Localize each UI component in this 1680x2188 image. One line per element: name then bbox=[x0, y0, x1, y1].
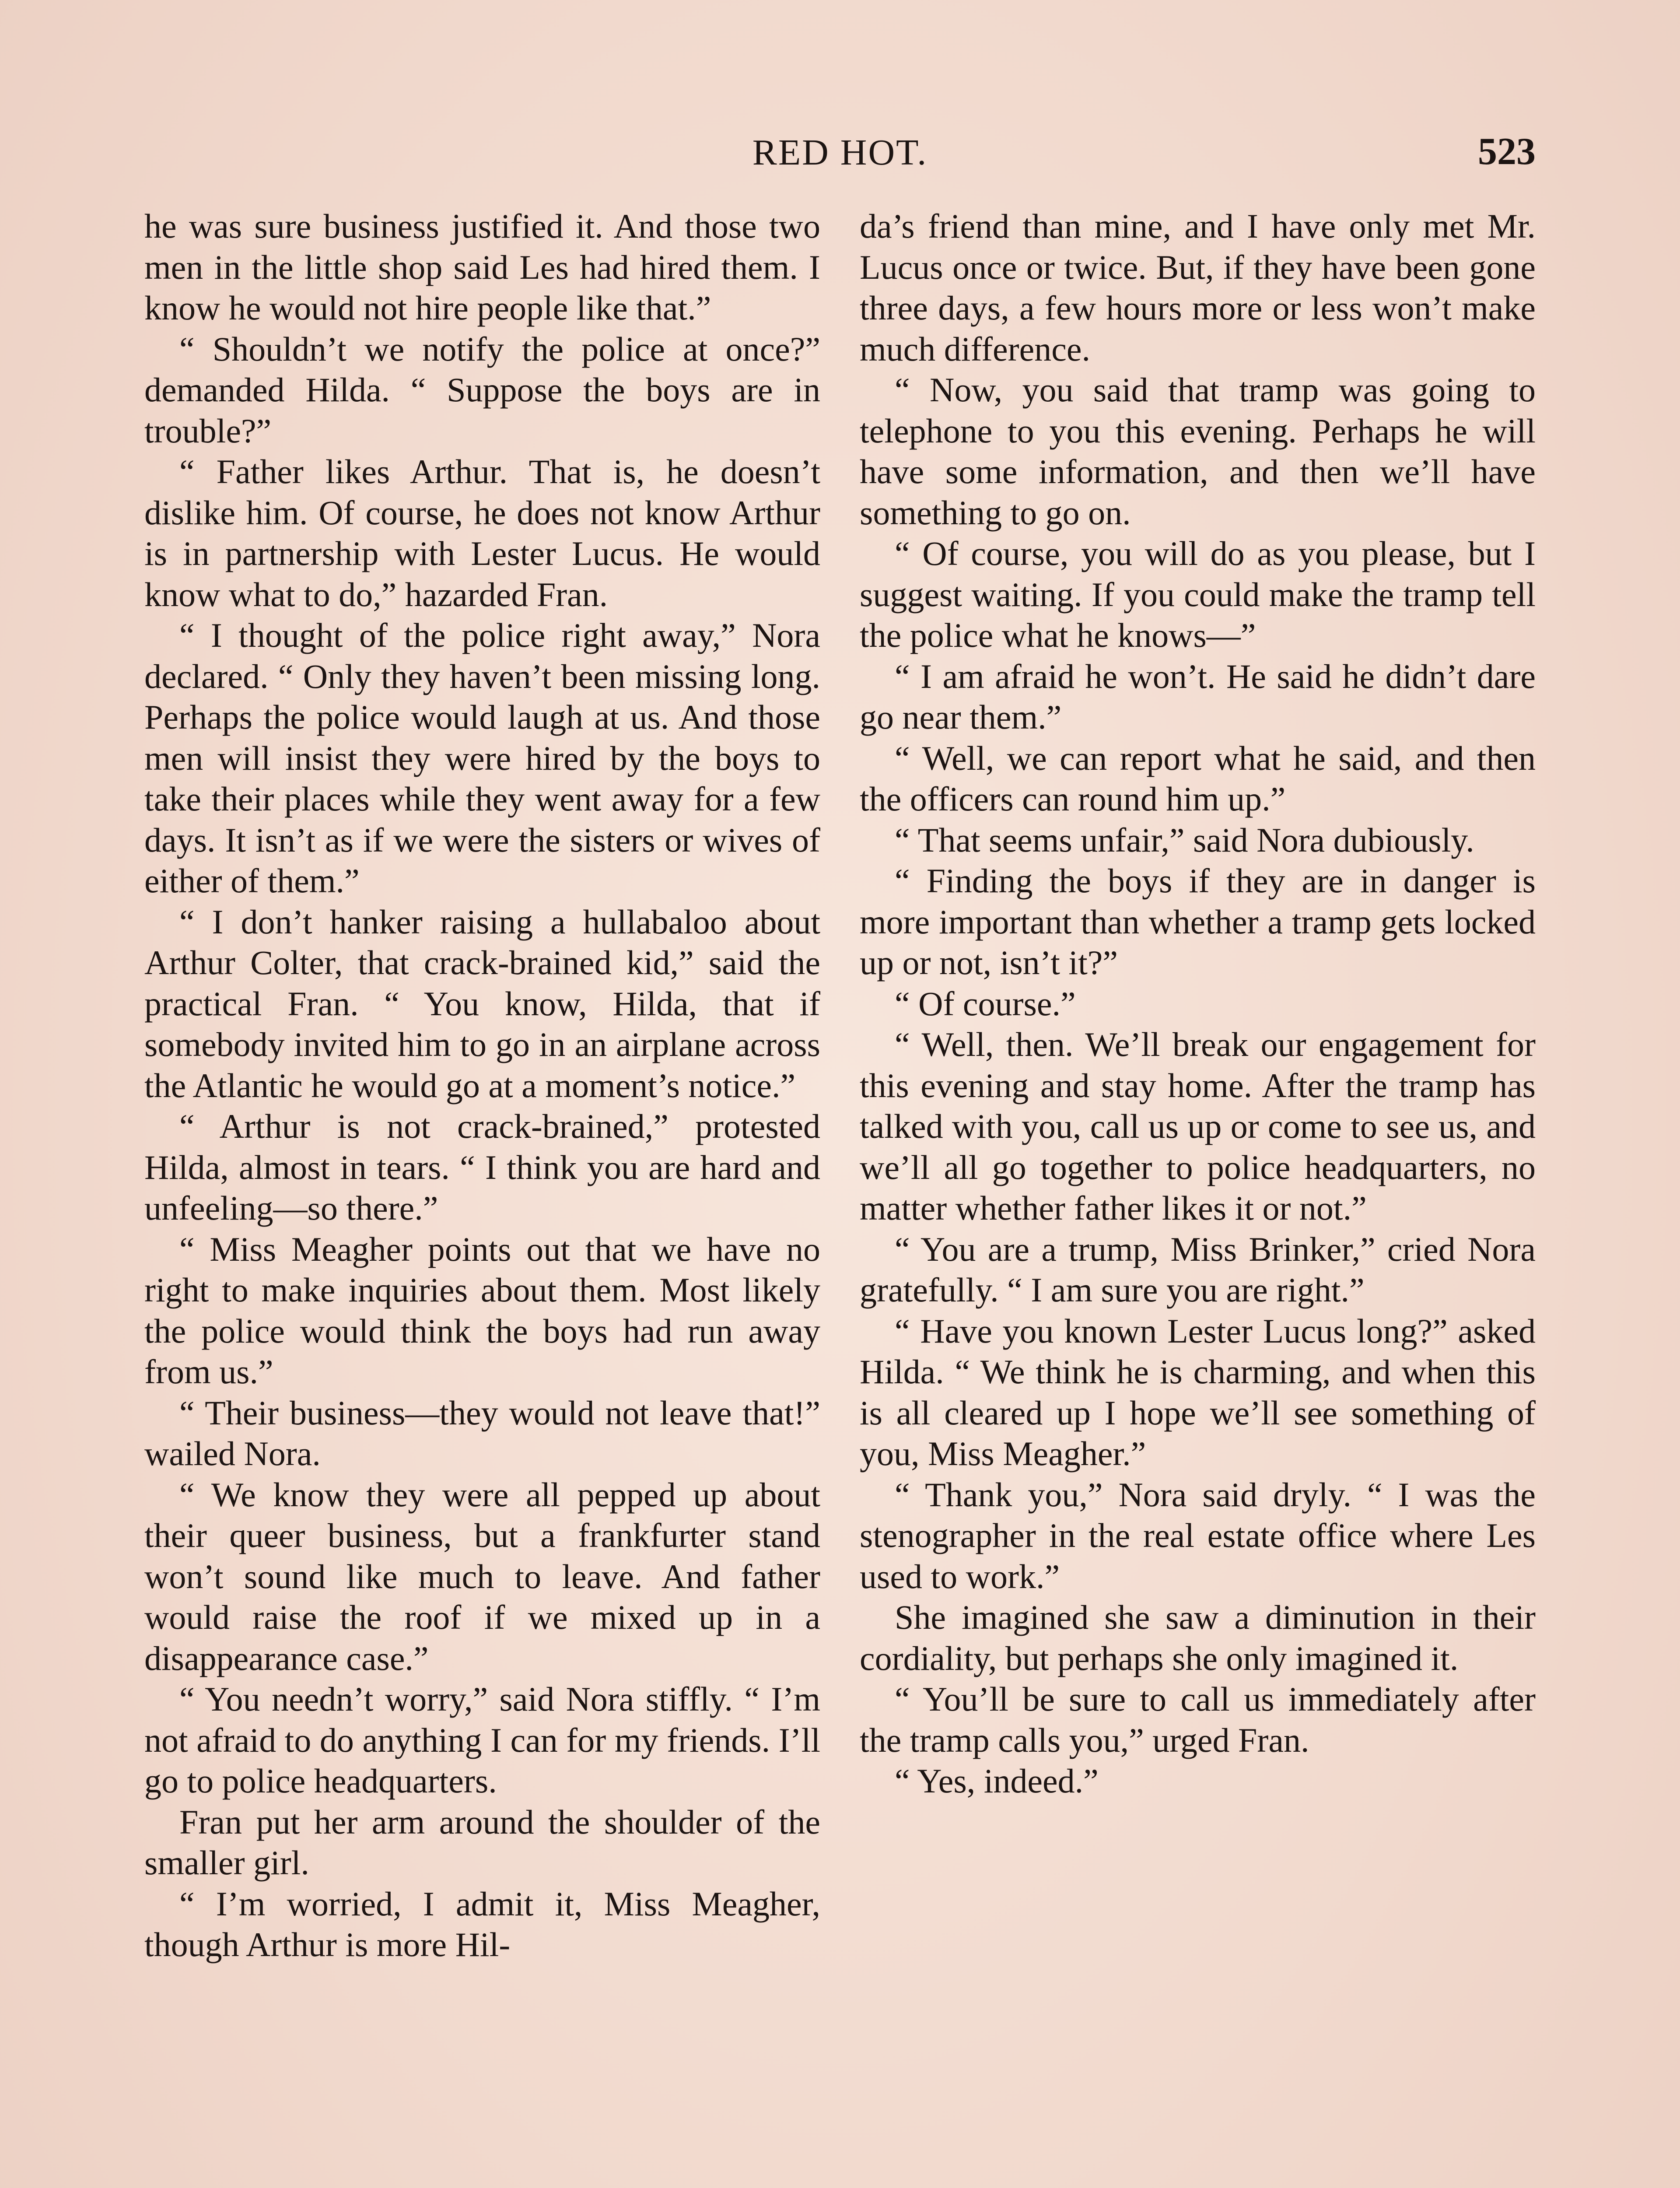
paragraph: “ I’m worried, I admit it, Miss Meagher, though Arthur is more Hil- bbox=[144, 1884, 820, 1964]
paragraph: “ Well, then. We’ll break our engagement for this evening and stay home. After the tramp has talked with you, call us up or come to see us, and we’ll all go together to police headquarters, no matter whether father likes it or not.” bbox=[860, 1025, 1536, 1227]
paragraph: “ Of course.” bbox=[895, 984, 1076, 1023]
running-title: RED HOT. bbox=[752, 132, 928, 173]
paragraph: “ You’ll be sure to call us immediately after the tramp calls you,” urged Fran. bbox=[860, 1680, 1536, 1759]
left-column bbox=[144, 206, 820, 2188]
paragraph: “ Finding the boys if they are in danger is more important than whether a tramp gets locked up or not, isn’t it?” bbox=[860, 862, 1536, 982]
paragraph: he was sure business justified it. And those two men in the little shop said Les had hired them. I know he would not hire people like that.” bbox=[144, 207, 820, 327]
page-number: 523 bbox=[1478, 130, 1536, 173]
paragraph: “ Have you known Lester Lucus long?” asked Hilda. “ We think he is charming, and when this is all cleared up I hope we’ll see something of you, Miss Meagher.” bbox=[860, 1311, 1536, 1473]
paragraph: “ Miss Meagher points out that we have no right to make inquiries about them. Most likely the police would think the boys had run away from us.” bbox=[144, 1230, 820, 1391]
right-column bbox=[860, 206, 1536, 2188]
paragraph: “ Thank you,” Nora said dryly. “ I was the stenographer in the real estate office where Les used to work.” bbox=[860, 1475, 1536, 1595]
paragraph: “ I don’t hanker raising a hullabaloo about Arthur Colter, that crack-brained kid,” said the practical Fran. “ You know, Hilda, that if somebody invited him to go in an airplane across the Atlantic he would go at a moment’s notice.” bbox=[144, 902, 820, 1105]
paragraph: “ You needn’t worry,” said Nora stiffly. “ I’m not afraid to do anything I can for my friends. I’ll go to police headquarters. bbox=[144, 1680, 820, 1800]
paragraph: “ Their business—they would not leave that!” wailed Nora. bbox=[144, 1393, 820, 1473]
paragraph: “ Yes, indeed.” bbox=[895, 1762, 1099, 1800]
paragraph: da’s friend than mine, and I have only met Mr. Lucus once or twice. But, if they have been gone three days, a few hours more or less won’t make much difference. bbox=[860, 207, 1536, 368]
paragraph: “ We know they were all pepped up about their queer business, but a frankfurter stand won’t sound like much to leave. And father would raise the roof if we mixed up in a disappearance case.” bbox=[144, 1475, 820, 1677]
paragraph: She imagined she saw a diminution in their cordiality, but perhaps she only imagined it. bbox=[860, 1598, 1536, 1677]
paragraph: “ Of course, you will do as you please, but I suggest waiting. If you could make the tramp tell the police what he knows—” bbox=[860, 534, 1536, 654]
paragraph: Fran put her arm around the shoulder of the smaller girl. bbox=[144, 1802, 820, 1882]
paragraph: “ You are a trump, Miss Brinker,” cried Nora gratefully. “ I am sure you are right.” bbox=[860, 1230, 1536, 1309]
paragraph: “ Shouldn’t we notify the police at once?” demanded Hilda. “ Suppose the boys are in trouble?” bbox=[144, 330, 820, 450]
paragraph: “ Now, you said that tramp was going to telephone to you this evening. Perhaps he will have some information, and then we’ll have something to go on. bbox=[860, 371, 1536, 532]
paragraph: “ Arthur is not crack-brained,” protested Hilda, almost in tears. “ I think you are hard and unfeeling—so there.” bbox=[144, 1107, 820, 1227]
paragraph: “ I am afraid he won’t. He said he didn’t dare go near them.” bbox=[860, 657, 1536, 736]
paragraph: “ I thought of the police right away,” Nora declared. “ Only they haven’t been missing long. Perhaps the police would laugh at us. And those men will insist they were hired by the boys to take their places while they went away for a few days. It isn’t as if we were the sisters or wives of either of them.” bbox=[144, 616, 820, 900]
paragraph: “ Well, we can report what he said, and then the officers can round him up.” bbox=[860, 739, 1536, 818]
page-header bbox=[144, 131, 1536, 179]
paragraph: “ That seems unfair,” said Nora dubiously. bbox=[895, 820, 1474, 859]
text-columns bbox=[144, 206, 1536, 2188]
paragraph: “ Father likes Arthur. That is, he doesn’t dislike him. Of course, he does not know Arthur is in partnership with Lester Lucus. He would know what to do,” hazarded Fran. bbox=[144, 452, 820, 614]
